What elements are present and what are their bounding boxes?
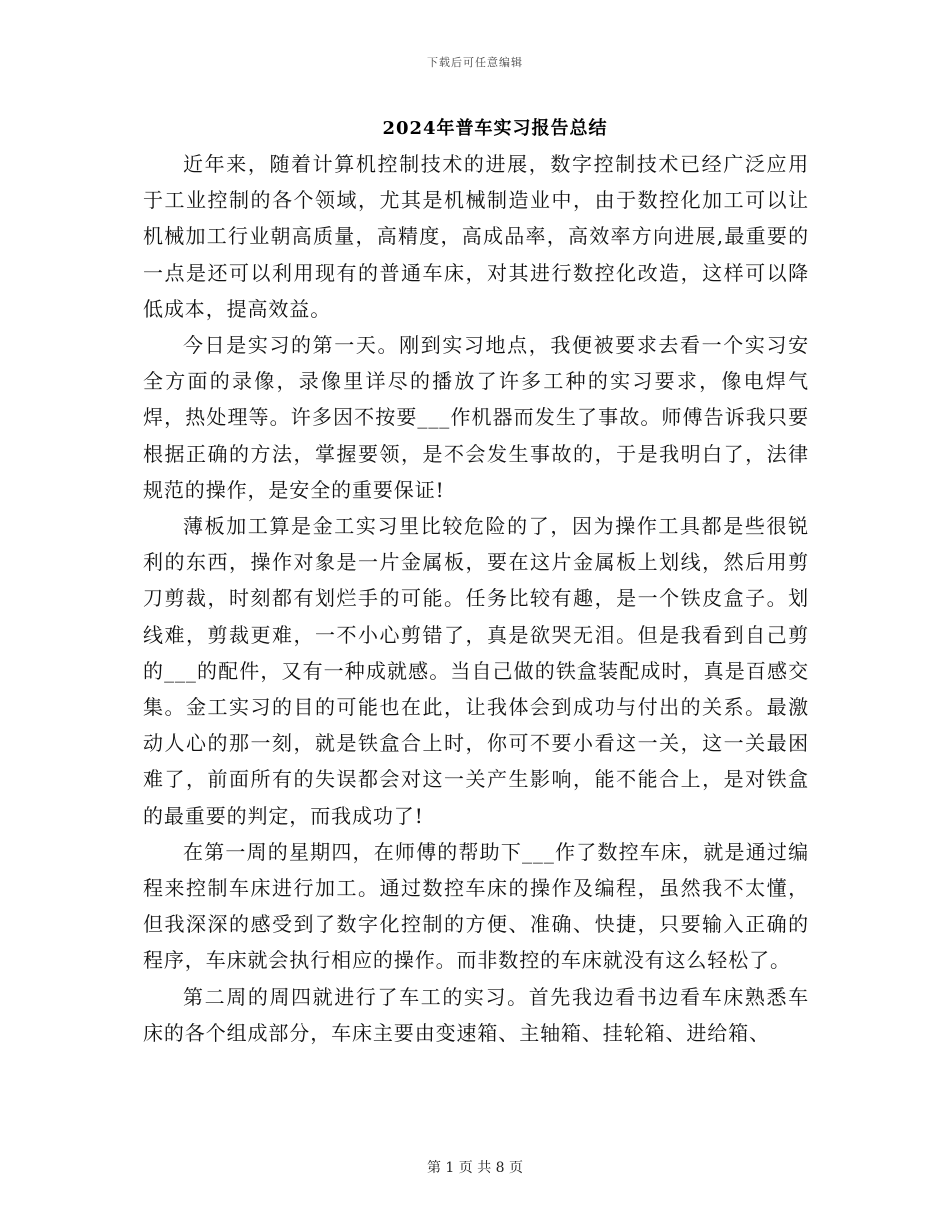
paragraph-sheet-metal: 薄板加工算是金工实习里比较危险的了，因为操作工具都是些很锐利的东西，操作对象是一片金属板，要在这片金属板上划线，然后用剪刀剪裁，时刻都有划烂手的可能。任务比较有趣，是一个铁皮盒子。划线难，剪裁更难，一不小心剪错了，真是欲哭无泪。但是我看到自己剪的___的配件，又有一种成就感。当自己做的铁盒装配成时，真是百感交集。金工实习的目的可能也在此，让我体会到成功与付出的关系。最激动人心的那一刻，就是铁盒合上时，你可不要小看这一关，这一关最困难了，前面所有的失误都会对这一关产生影响，能不能合上，是对铁盒的最重要的判定，而我成功了! <box>143 514 809 828</box>
page-number-footer: 第 1 页 共 8 页 <box>426 1160 524 1176</box>
paragraph-turning: 第二周的周四就进行了车工的实习。首先我边看书边看车床熟悉车床的各个组成部分，车床主要由变速箱、主轴箱、挂轮箱、进给箱、 <box>143 984 809 1045</box>
paragraph-intro: 近年来，随着计算机控制技术的进展，数字控制技术已经广泛应用于工业控制的各个领域，尤其是机械制造业中，由于数控化加工可以让机械加工行业朝高质量，高精度，高成品率，高效率方向进展,最重要的一点是还可以利用现有的普通车床，对其进行数控化改造，这样可以降低成本，提高效益。 <box>143 152 809 321</box>
page-header-note: 下载后可任意编辑 <box>427 56 523 69</box>
document-body <box>143 146 809 1051</box>
paragraph-cnc-lathe: 在第一周的星期四，在师傅的帮助下___作了数控车床，就是通过编程来控制车床进行加工。通过数控车床的操作及编程，虽然我不太懂，但我深深的感受到了数字化控制的方便、准确、快捷，只要输入正确的程序，车床就会执行相应的操作。而非数控的车床就没有这么轻松了。 <box>143 839 809 973</box>
paragraph-first-day: 今日是实习的第一天。刚到实习地点，我便被要求去看一个实习安全方面的录像，录像里详尽的播放了许多工种的实习要求，像电焊气焊，热处理等。许多因不按要___作机器而发生了事故。师傅告诉我只要根据正确的方法，掌握要领，是不会发生事故的，于是我明白了，法律规范的操作，是安全的重要保证! <box>143 333 809 502</box>
document-title: 2024年普车实习报告总结 <box>382 118 608 139</box>
